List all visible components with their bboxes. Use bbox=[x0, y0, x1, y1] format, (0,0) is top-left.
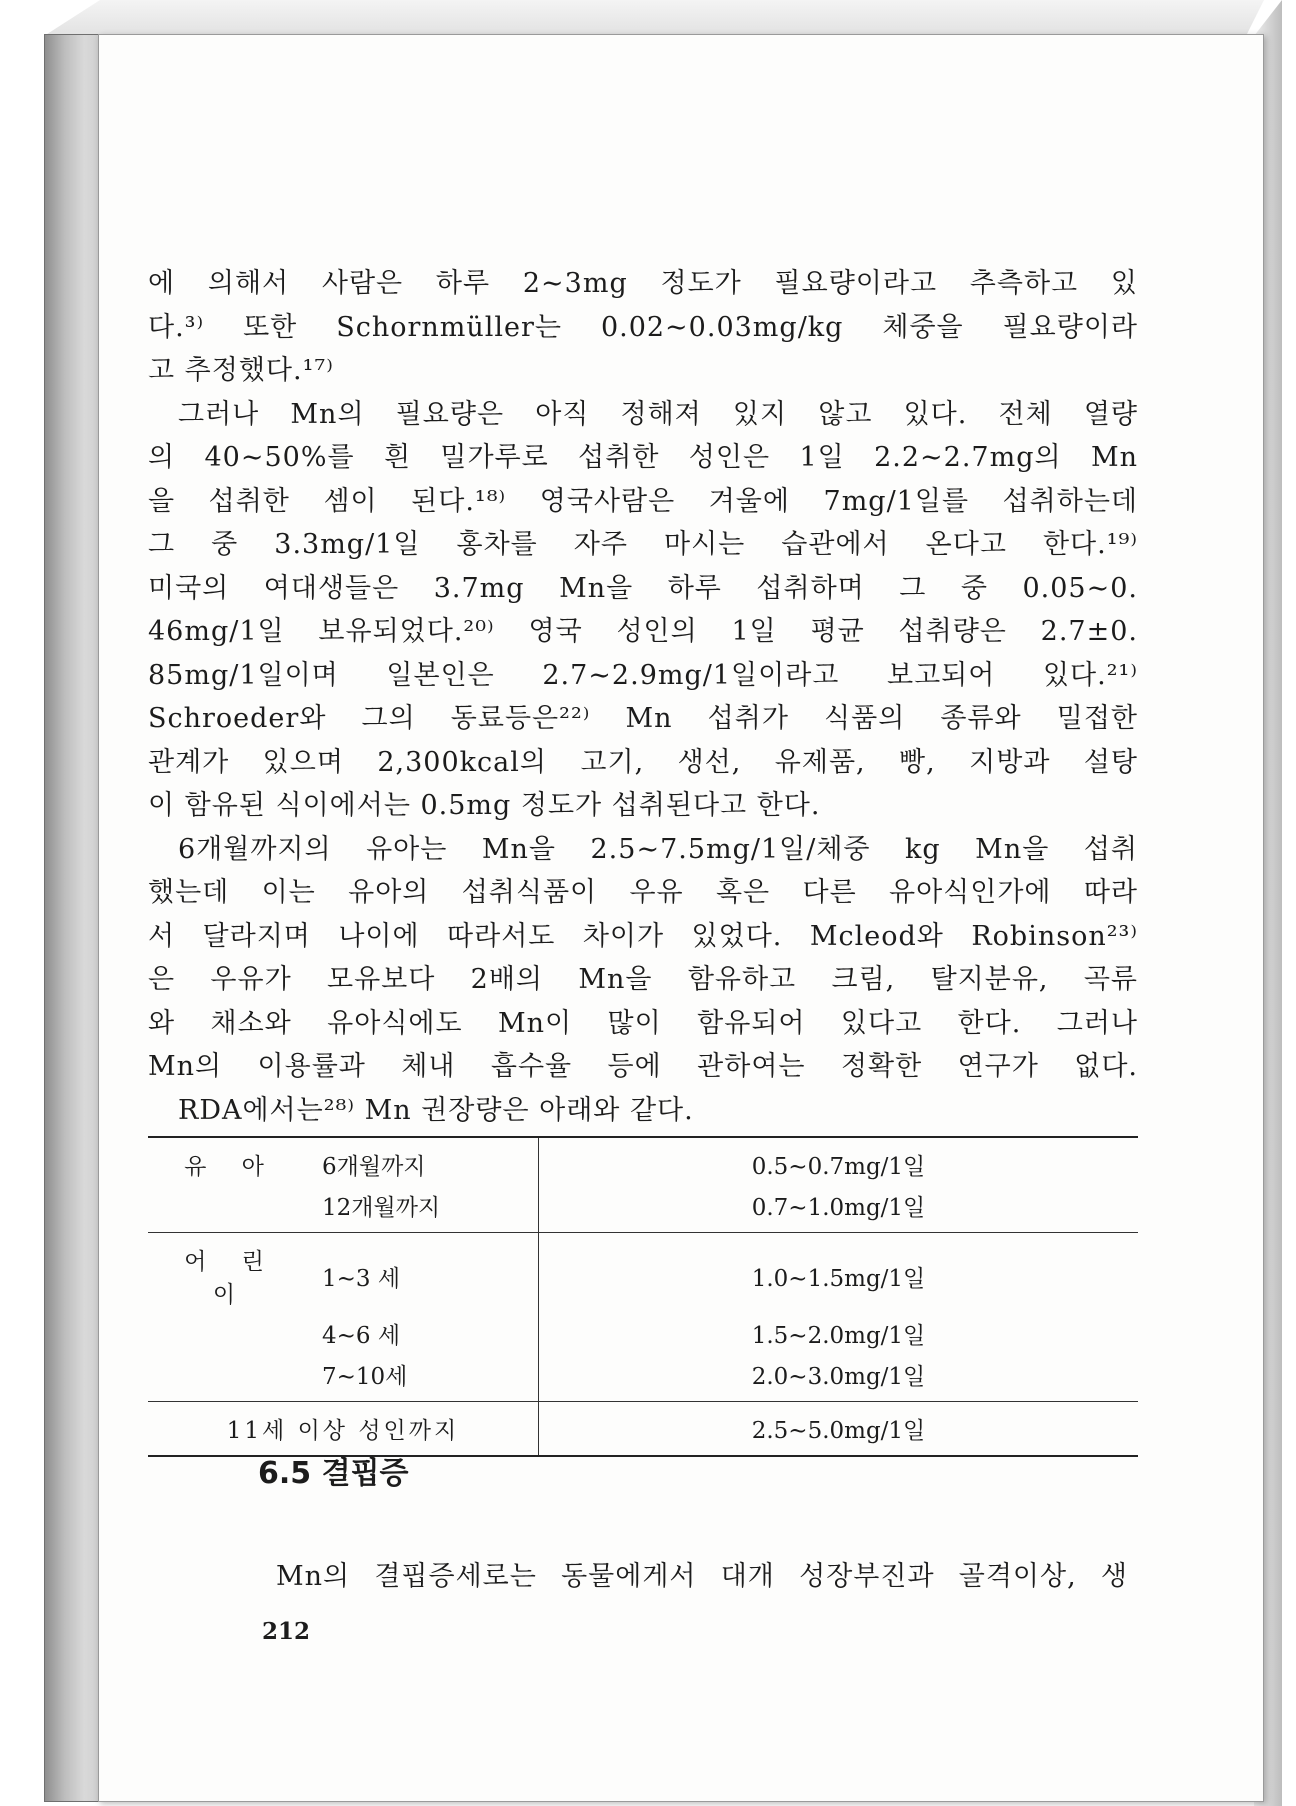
table-age-cell: 7∼10세 bbox=[314, 1354, 539, 1402]
body-line: 그 중 3.3mg/1일 홍차를 자주 마시는 습관에서 온다고 한다.¹⁹⁾ bbox=[148, 529, 1138, 560]
body-line: 을 섭취한 셈이 된다.¹⁸⁾ 영국사람은 겨울에 7mg/1일를 섭취하는데 bbox=[148, 485, 1138, 517]
body-line: Mn의 이용률과 체내 흡수율 등에 관하여는 정확한 연구가 없다. bbox=[148, 1051, 1138, 1082]
body-line: 6개월까지의 유아는 Mn을 2.5∼7.5mg/1일/체중 kg Mn을 섭취 bbox=[178, 833, 1138, 865]
table-group-label bbox=[148, 1354, 314, 1402]
table-row bbox=[148, 1313, 1138, 1354]
table-group-label bbox=[148, 1313, 314, 1354]
table-value-cell: 2.0∼3.0mg/1일 bbox=[539, 1354, 1139, 1402]
body-line: 고 추정했다.¹⁷⁾ bbox=[148, 355, 334, 386]
body-line: RDA에서는²⁸⁾ Mn 권장량은 아래와 같다. bbox=[178, 1094, 694, 1126]
body-line: 그러나 Mn의 필요량은 아직 정해져 있지 않고 있다. 전체 열량 bbox=[178, 398, 1138, 430]
rda-table bbox=[148, 1136, 1138, 1457]
body-line: 관계가 있으며 2,300kcal의 고기, 생선, 유제품, 빵, 지방과 설탕 bbox=[148, 746, 1138, 778]
table-row bbox=[148, 1185, 1138, 1233]
body-line: 은 우유가 모유보다 2배의 Mn을 함유하고 크림, 탈지분유, 곡류 bbox=[148, 964, 1138, 995]
body-line: 미국의 여대생들은 3.7mg Mn을 하루 섭취하며 그 중 0.05∼0. bbox=[148, 572, 1138, 604]
table-group-label: 11세 이상 성인까지 bbox=[148, 1402, 539, 1457]
table-age-cell: 4∼6 세 bbox=[322, 1323, 401, 1349]
table-group-label bbox=[148, 1185, 314, 1233]
table-row bbox=[148, 1354, 1138, 1402]
table-value-cell: 1.0∼1.5mg/1일 bbox=[539, 1233, 1139, 1314]
body-line: 다.³⁾ 또한 Schornmüller는 0.02∼0.03mg/kg 체중을 필요량이라 bbox=[148, 311, 1138, 343]
section-first-line: Mn의 결핍증세로는 동물에게서 대개 성장부진과 골격이상, 생 bbox=[276, 1561, 1128, 1592]
body-line: 했는데 이는 유아의 섭취식품이 우유 혹은 다른 유아식인가에 따라 bbox=[148, 877, 1138, 908]
body-line: 46mg/1일 보유되었다.²⁰⁾ 영국 성인의 1일 평균 섭취량은 2.7±0. bbox=[148, 616, 1138, 647]
book-spine-edge bbox=[44, 34, 102, 1802]
book-top-edge bbox=[44, 0, 1264, 36]
body-line: 서 달라지며 나이에 따라서도 차이가 있었다. Mcleod와 Robinson²³⁾ bbox=[148, 920, 1138, 952]
section-heading: 6.5 결핍증 bbox=[258, 1456, 409, 1491]
body-line: 85mg/1일이며 일본인은 2.7∼2.9mg/1일이라고 보고되어 있다.²¹⁾ bbox=[148, 659, 1138, 691]
body-text bbox=[148, 262, 1138, 1132]
table-value-cell: 2.5∼5.0mg/1일 bbox=[539, 1402, 1139, 1457]
table-group-label: 유 아 bbox=[184, 1154, 278, 1180]
table-age-cell: 6개월까지 bbox=[322, 1154, 426, 1180]
body-line: Schroeder와 그의 동료등은²²⁾ Mn 섭취가 식품의 종류와 밀접한 bbox=[148, 703, 1138, 734]
body-line: 에 의해서 사람은 하루 2∼3mg 정도가 필요량이라고 추측하고 있 bbox=[148, 268, 1138, 299]
table-value-cell: 1.5∼2.0mg/1일 bbox=[539, 1313, 1139, 1354]
page-number: 212 bbox=[262, 1618, 311, 1645]
table-value-cell: 0.7∼1.0mg/1일 bbox=[539, 1185, 1139, 1233]
body-line: 의 40∼50%를 흰 밀가루로 섭취한 성인은 1일 2.2∼2.7mg의 Mn bbox=[148, 442, 1138, 473]
body-line: 이 함유된 식이에서는 0.5mg 정도가 섭취된다고 한다. bbox=[148, 790, 821, 821]
table-age-cell: 1∼3 세 bbox=[322, 1265, 401, 1292]
table-value-cell: 0.5∼0.7mg/1일 bbox=[539, 1137, 1139, 1185]
table-row bbox=[148, 1233, 1138, 1314]
body-line: 와 채소와 유아식에도 Mn이 많이 함유되어 있다고 한다. 그러나 bbox=[148, 1007, 1138, 1039]
table-group-label: 어 린 이 bbox=[184, 1249, 278, 1308]
table-row bbox=[148, 1137, 1138, 1185]
table-age-cell: 12개월까지 bbox=[314, 1185, 539, 1233]
